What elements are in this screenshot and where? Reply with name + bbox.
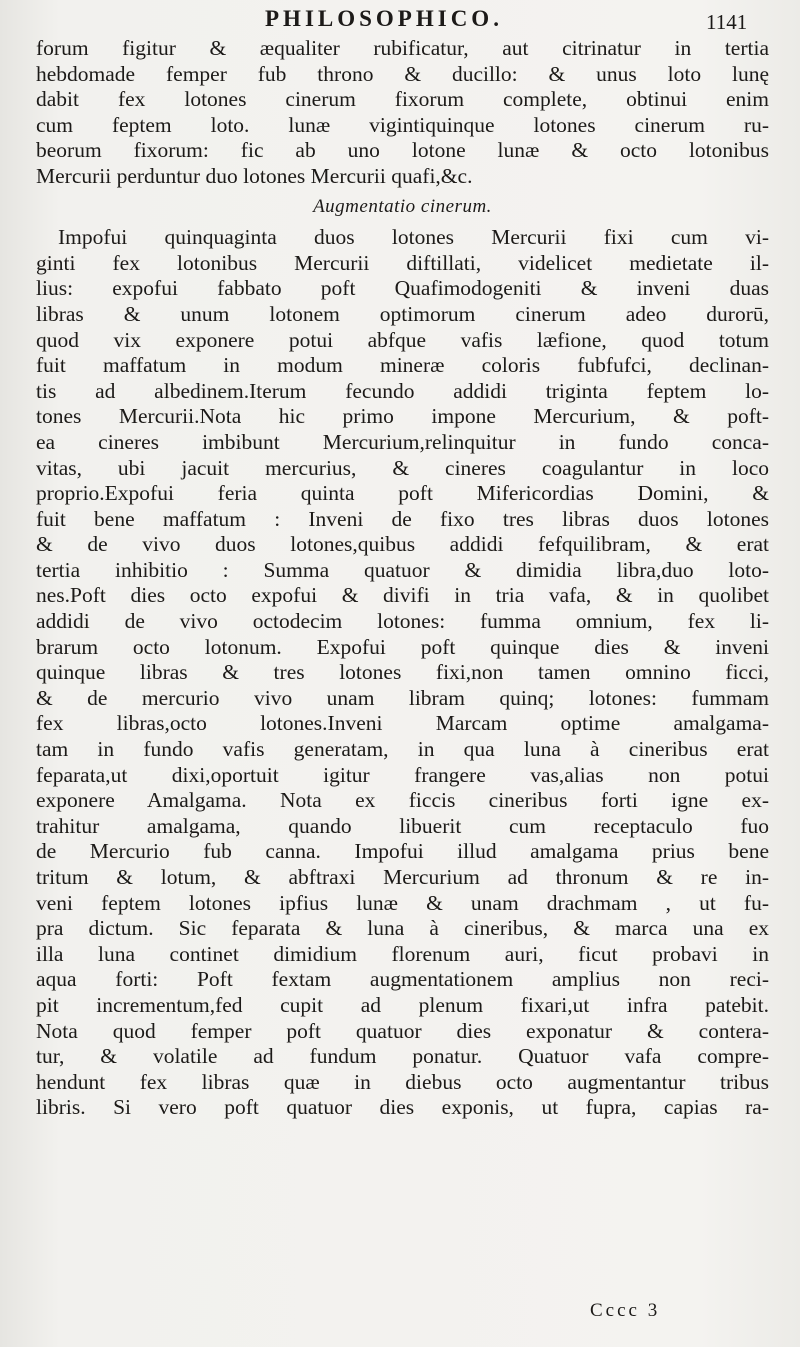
text-line: hebdomade femper fub throno & ducillo: & unus loto lunę [36, 61, 769, 86]
text-line: fuit maffatum in modum mineræ coloris fubfufci, declinan- [36, 353, 769, 378]
signature-mark: Cccc 3 [590, 1300, 661, 1321]
text-line: tam in fundo vafis generatam, in qua luna à cineribus erat [36, 737, 769, 762]
text-line: feparata,ut dixi,oportuit igitur frangere vas,alias non potui [36, 762, 769, 787]
text-line: vitas, ubi jacuit mercurius, & cineres coagulantur in loco [36, 455, 769, 480]
paragraph-2 [36, 225, 769, 1121]
text-line: pit incrementum,fed cupit ad plenum fixari,ut infra patebit. [36, 992, 769, 1017]
text-line: fuit bene maffatum : Inveni de fixo tres libras duos lotones [36, 506, 769, 531]
text-line: ginti fex lotonibus Mercurii diftillati, videlicet medietate il- [36, 250, 769, 275]
text-line: tones Mercurii.Nota hic primo impone Mercurium, & poft- [36, 404, 769, 429]
text-line: & de mercurio vivo unam libram quinq; lotones: fummam [36, 685, 769, 710]
text-line: illa luna continet dimidium florenum auri, ficut probavi in [36, 941, 769, 966]
text-line: Nota quod femper poft quatuor dies exponatur & contera- [36, 1018, 769, 1043]
text-line: tertia inhibitio : Summa quatuor & dimidia libra,duo loto- [36, 557, 769, 582]
text-line: de Mercurio fub canna. Impofui illud amalgama prius bene [36, 839, 769, 864]
text-line: lius: expofui fabbato poft Quafimodogeniti & inveni duas [36, 276, 769, 301]
paragraph-1 [36, 36, 769, 190]
running-title: PHILOSOPHICO. [265, 6, 503, 31]
text-line: proprio.Expofui feria quinta poft Mifericordias Domini, & [36, 481, 769, 506]
text-line: tur, & volatile ad fundum ponatur. Quatuor vafa compre- [36, 1044, 769, 1069]
text-line: fex libras,octo lotones.Inveni Marcam optime amalgama- [36, 711, 769, 736]
page-number: 1141 [706, 10, 748, 34]
text-line: hendunt fex libras quæ in diebus octo augmentantur tribus [36, 1069, 769, 1094]
text-line: tis ad albedinem.Iterum fecundo addidi triginta feptem lo- [36, 378, 769, 403]
text-line: dabit fex lotones cinerum fixorum complete, obtinui enim [36, 87, 769, 112]
text-line: pra dictum. Sic feparata & luna à cineribus, & marca una ex [36, 916, 769, 941]
text-line: Impofui quinquaginta duos lotones Mercurii fixi cum vi- [58, 225, 769, 250]
text-line: libras & unum lotonem optimorum cinerum adeo durorū, [36, 301, 769, 326]
text-line: & de vivo duos lotones,quibus addidi fefquilibram, & erat [36, 532, 769, 557]
text-line: ea cineres imbibunt Mercurium,relinquitur in fundo conca- [36, 429, 769, 454]
text-line: tritum & lotum, & abftraxi Mercurium ad thronum & re in- [36, 865, 769, 889]
text-line: nes.Poft dies octo expofui & divifi in tria vafa, & in quolibet [36, 583, 769, 608]
text-line: addidi de vivo octodecim lotones: fumma omnium, fex li- [36, 609, 769, 634]
section-heading: Augmentatio cinerum. [313, 195, 492, 217]
text-line: beorum fixorum: fic ab uno lotone lunæ & octo lotonibus [36, 138, 769, 163]
body-text [36, 36, 769, 1121]
text-line: veni feptem lotones ipfius lunæ & unam drachmam , ut fu- [36, 890, 769, 915]
text-line: quinque libras & tres lotones fixi,non tamen omnino ficci, [36, 660, 769, 685]
text-line: aqua forti: Poft fextam augmentationem amplius non reci- [36, 967, 769, 992]
text-line: trahitur amalgama, quando libuerit cum receptaculo fuo [36, 813, 769, 838]
text-line: quod vix exponere potui abfque vafis læfione, quod totum [36, 327, 769, 352]
text-line: exponere Amalgama. Nota ex ficcis cineribus forti igne ex- [36, 788, 769, 813]
running-head [0, 6, 800, 38]
text-line: Mercurii perduntur duo lotones Mercurii quafi,&c. [36, 163, 473, 188]
text-line: brarum octo lotonum. Expofui poft quinque dies & inveni [36, 634, 769, 659]
text-line: cum feptem loto. lunæ vigintiquinque lotones cinerum ru- [36, 112, 769, 137]
text-line: forum figitur & æqualiter rubificatur, aut citrinatur in tertia [36, 36, 769, 60]
text-line: libris. Si vero poft quatuor dies exponis, ut fupra, capias ra- [36, 1095, 769, 1120]
